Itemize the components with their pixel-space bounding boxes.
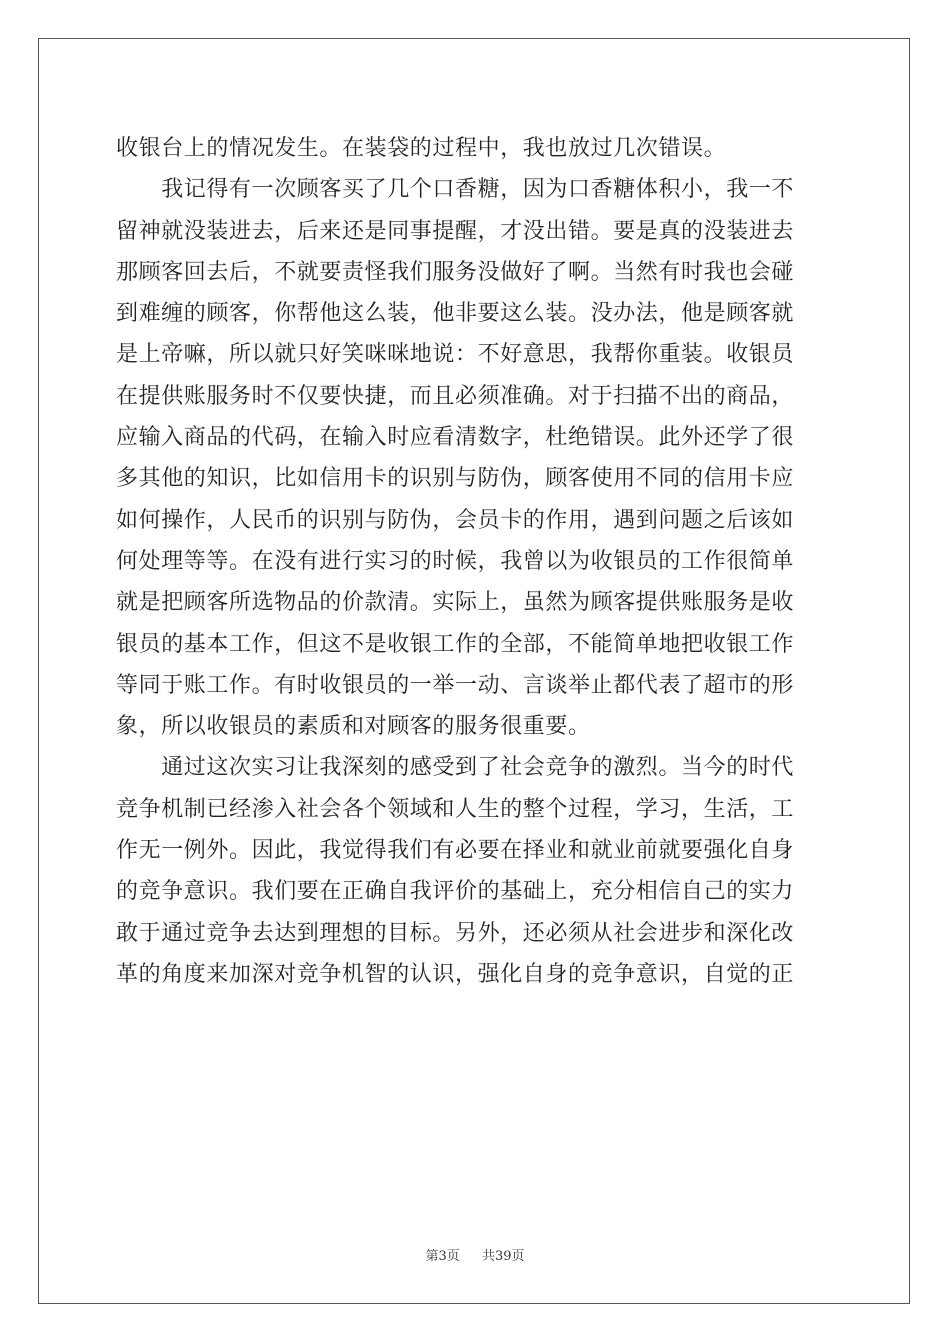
text-line: 银员的基本工作，但这不是收银工作的全部，不能简单地把收银工作: [116, 631, 795, 657]
text-line: 多其他的知识，比如信用卡的识别与防伪，顾客使用不同的信用卡应: [116, 466, 795, 492]
text-line: 何处理等等。在没有进行实习的时候，我曾以为收银员的工作很简单: [116, 548, 795, 574]
text-line: 象，所以收银员的素质和对顾客的服务很重要。: [116, 714, 591, 740]
text-line: 如何操作，人民币的识别与防伪，会员卡的作用，遇到问题之后该如: [116, 507, 795, 533]
text-line: 作无一例外。因此，我觉得我们有必要在择业和就业前就要强化自身: [116, 838, 795, 864]
text-line: 竞争机制已经渗入社会各个领域和人生的整个过程，学习，生活，工: [116, 796, 795, 822]
text-line: 在提供账服务时不仅要快捷，而且必须准确。对于扫描不出的商品，: [116, 383, 795, 409]
text-line: 收银台上的情况发生。在装袋的过程中，我也放过几次错误。: [116, 136, 727, 161]
text-line: 到难缠的顾客，你帮他这么装，他非要这么装。没办法，他是顾客就: [116, 301, 795, 327]
page-number: 第3页: [425, 1249, 460, 1264]
text-line: 就是把顾客所选物品的价款清。实际上，虽然为顾客提供账服务是收: [116, 590, 795, 616]
text-line: 通过这次实习让我深刻的感受到了社会竞争的激烈。当今的时代: [116, 755, 795, 781]
text-line: 等同于账工作。有时收银员的一举一动、言谈举止都代表了超市的形: [116, 672, 795, 698]
page-total: 共39页: [482, 1249, 525, 1264]
text-line: 是上帝嘛，所以就只好笑咪咪地说：不好意思，我帮你重装。收银员: [116, 342, 795, 368]
text-line: 那顾客回去后，不就要责怪我们服务没做好了啊。当然有时我也会碰: [116, 259, 795, 285]
page-footer: [0, 1245, 950, 1264]
text-line: 我记得有一次顾客买了几个口香糖，因为口香糖体积小，我一不: [116, 177, 795, 203]
text-line: 留神就没装进去，后来还是同事提醒，才没出错。要是真的没装进去: [116, 218, 795, 244]
text-line: 敢于通过竞争去达到理想的目标。另外，还必须从社会进步和深化改: [116, 920, 795, 946]
text-line: 革的角度来加深对竞争机智的认识，强化自身的竞争意识，自觉的正: [116, 961, 795, 987]
document-body: [116, 128, 836, 995]
text-line: 的竞争意识。我们要在正确自我评价的基础上，充分相信自己的实力: [116, 879, 795, 905]
text-line: 应输入商品的代码，在输入时应看清数字，杜绝错误。此外还学了很: [116, 425, 795, 451]
